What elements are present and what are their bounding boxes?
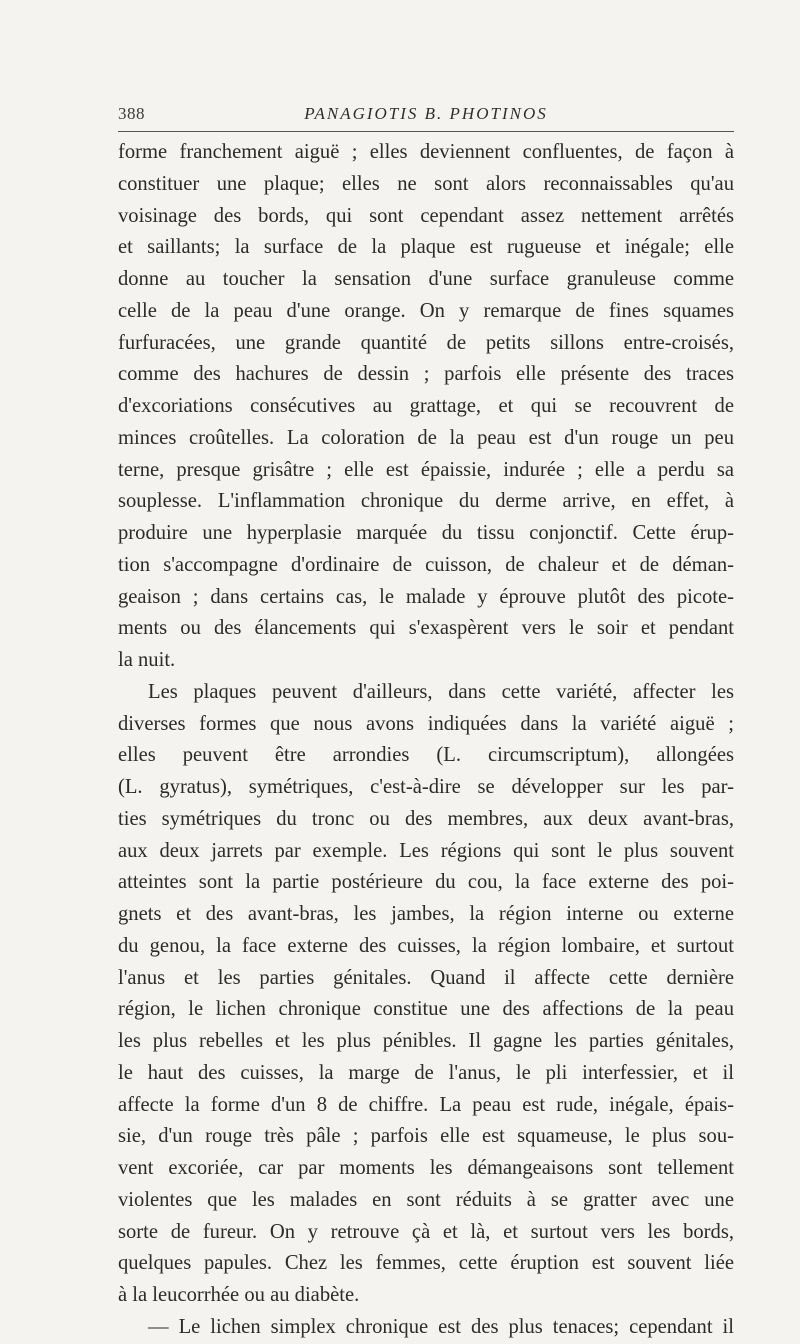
text-line: voisinage des bords, qui sont cependant assez nettement arrêtés (118, 204, 734, 227)
text-line: forme franchement aiguë ; elles deviennent confluentes, de façon à (118, 141, 734, 163)
text-line: d'excoriations consécutives au grattage, et qui se recouvrent de (118, 395, 734, 417)
text-line: du genou, la face externe des cuisses, la région lombaire, et surtout (118, 934, 734, 957)
text-line: tion s'accompagne d'ordinaire de cuisson, de chaleur et de déman- (118, 553, 734, 576)
text-line: minces croûtelles. La coloration de la peau est d'un rouge un peu (118, 426, 734, 449)
page-number: 388 (118, 104, 145, 123)
header-rule (118, 131, 734, 132)
text-line: sorte de fureur. On y retrouve çà et là, et surtout vers les bords, (118, 1220, 734, 1243)
text-line: terne, presque grisâtre ; elle est épaissie, indurée ; elle a perdu sa (118, 458, 734, 481)
text-line: les plus rebelles et les plus pénibles. Il gagne les parties génitales, (118, 1030, 734, 1052)
text-line: violentes que les malades en sont réduits à se gratter avec une (118, 1188, 734, 1211)
text-line: furfuracées, une grande quantité de petits sillons entre-croisés, (118, 331, 734, 354)
text-line: quelques papules. Chez les femmes, cette éruption est souvent liée (118, 1252, 734, 1275)
text-line: et saillants; la surface de la plaque est rugueuse et inégale; elle (118, 236, 734, 259)
text-line: geaison ; dans certains cas, le malade y éprouve plutôt des picote- (118, 585, 734, 608)
text-line: donne au toucher la sensation d'une surface granuleuse comme (118, 268, 734, 290)
running-title: PANAGIOTIS B. PHOTINOS (304, 104, 548, 123)
text-line: affecte la forme d'un 8 de chiffre. La peau est rude, inégale, épais- (118, 1093, 734, 1116)
text-line: vent excoriée, car par moments les démangeaisons sont tellement (118, 1157, 734, 1179)
text-line: aux deux jarrets par exemple. Les régions qui sont le plus souvent (118, 839, 734, 862)
text-line: le haut des cuisses, la marge de l'anus, le pli interfessier, et il (118, 1061, 734, 1084)
text-line: région, le lichen chronique constitue une des affections de la peau (118, 998, 734, 1021)
text-line: constituer une plaque; elles ne sont alors reconnaissables qu'au (118, 172, 734, 195)
text-line: diverses formes que nous avons indiquées dans la variété aiguë ; (118, 712, 734, 735)
text-line: elles peuvent être arrondies (L. circumscriptum), allongées (118, 744, 734, 767)
text-line: atteintes sont la partie postérieure du cou, la face externe des poi- (118, 871, 734, 894)
text-line: (L. gyratus), symétriques, c'est-à-dire se développer sur les par- (118, 776, 734, 798)
text-line: ties symétriques du tronc ou des membres, aux deux avant-bras, (118, 807, 734, 830)
text-line: gnets et des avant-bras, les jambes, la région interne ou externe (118, 903, 734, 925)
text-line: l'anus et les parties génitales. Quand il affecte cette dernière (118, 966, 734, 989)
body-text (118, 137, 734, 1344)
text-line: — Le lichen simplex chronique est des plus tenaces; cependant il (148, 1315, 734, 1338)
text-line: sie, d'un rouge très pâle ; parfois elle est squameuse, le plus sou- (118, 1125, 734, 1148)
text-line: produire une hyperplasie marquée du tissu conjonctif. Cette érup- (118, 522, 734, 544)
text-line: à la leucorrhée ou au diabète. (118, 1284, 360, 1306)
text-line: celle de la peau d'une orange. On y remarque de fines squames (118, 299, 734, 322)
text-line: Les plaques peuvent d'ailleurs, dans cette variété, affecter les (148, 680, 734, 703)
text-line: ments ou des élancements qui s'exaspèrent vers le soir et pendant (118, 617, 734, 640)
text-line: comme des hachures de dessin ; parfois elle présente des traces (118, 363, 734, 386)
text-line: la nuit. (118, 649, 176, 671)
text-line: souplesse. L'inflammation chronique du derme arrive, en effet, à (118, 490, 734, 513)
running-head (118, 100, 734, 130)
